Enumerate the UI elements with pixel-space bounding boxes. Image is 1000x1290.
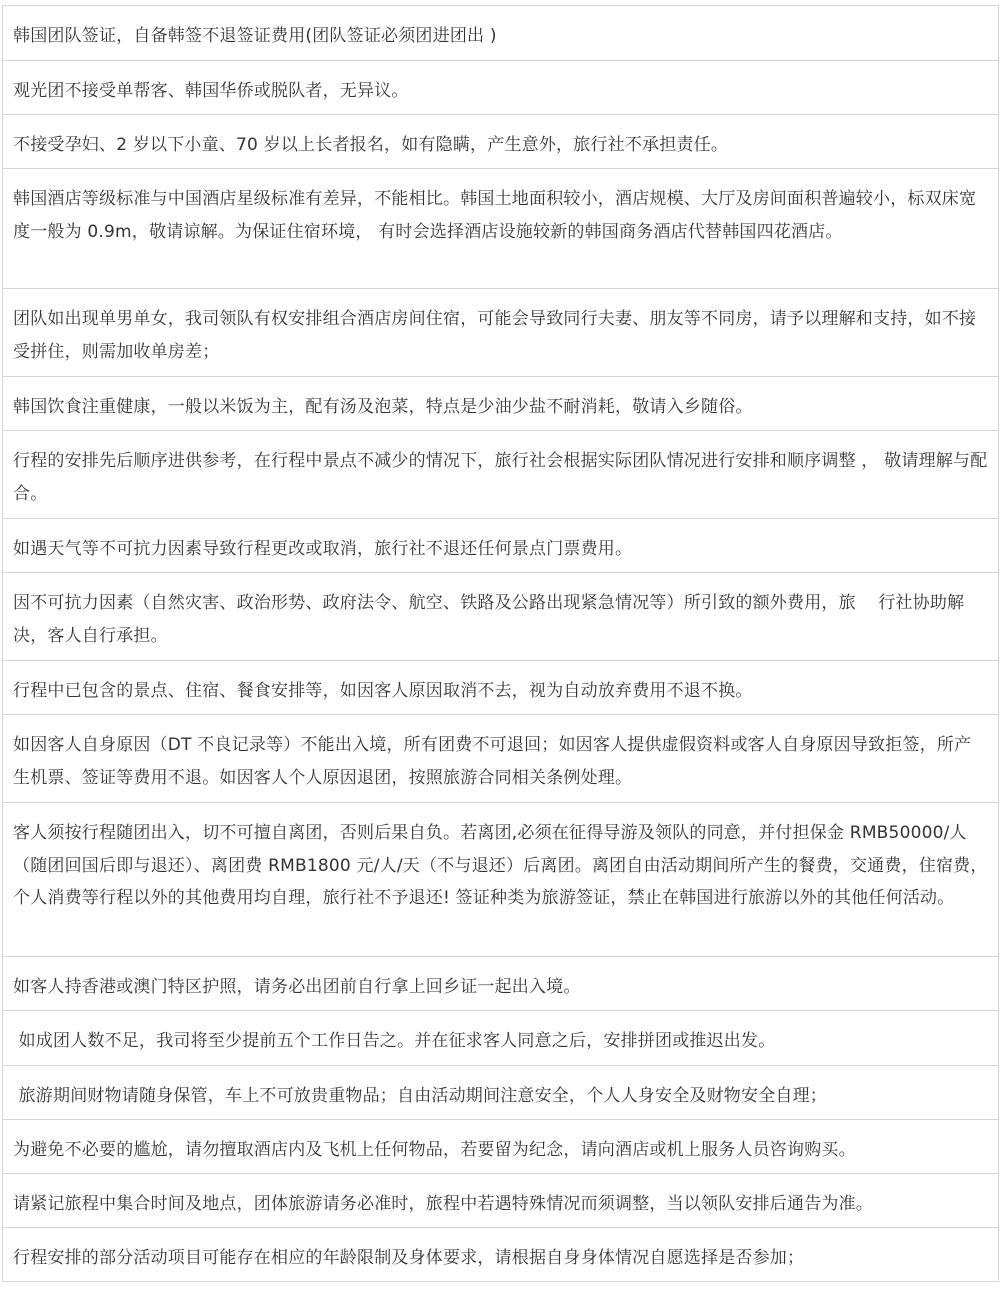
notice-row-8 xyxy=(2,519,999,573)
notice-text: 不接受孕妇、2 岁以下小童、70 岁以上长者报名，如有隐瞒，产生意外，旅行社不承担责任。 xyxy=(13,135,729,155)
notice-text: 为避免不必要的尴尬，请勿擅取酒店内及飞机上任何物品，若要留为纪念，请向酒店或机上服务人员咨询购买。 xyxy=(13,1140,856,1160)
notice-row-2 xyxy=(2,61,999,115)
notice-text: 行程的安排先后顺序进供参考，在行程中景点不减少的情况下，旅行社会根据实际团队情况进行安排和顺序调整 ， 敬请理解与配合。 xyxy=(13,451,988,504)
notice-table xyxy=(2,5,999,1282)
notice-text: 韩国团队签证，自备韩签不退签证费用(团队签证必须团进团出 ) xyxy=(13,26,497,46)
notice-text: 旅游期间财物请随身保管，车上不可放贵重物品；自由活动期间注意安全，个人人身安全及财物安全自理； xyxy=(13,1086,828,1106)
notice-text: 行程中已包含的景点、住宿、餐食安排等，如因客人原因取消不去，视为自动放弃费用不退不换。 xyxy=(13,681,753,701)
notice-row-14 xyxy=(2,1011,999,1066)
notice-text: 如因客人自身原因（DT 不良记录等）不能出入境，所有团费不可退回；如因客人提供虚假资料或客人自身原因导致拒签，所产生机票、签证等费用不退。如因客人个人原因退团，按照旅游合同相关条例处理。 xyxy=(13,735,972,788)
notice-row-1 xyxy=(2,6,999,61)
notice-row-18 xyxy=(2,1228,999,1282)
notice-row-6 xyxy=(2,377,999,431)
notice-text: 观光团不接受单帮客、韩国华侨或脱队者，无异议。 xyxy=(13,81,409,101)
notice-row-4 xyxy=(2,169,999,289)
notice-text: 因不可抗力因素（自然灾害、政治形势、政府法令、航空、铁路及公路出现紧急情况等）所引致的额外费用，旅 行社协助解决，客人自行承担。 xyxy=(13,593,965,646)
notice-row-15 xyxy=(2,1066,999,1120)
notice-text: 如成团人数不足，我司将至少提前五个工作日告之。并在征求客人同意之后，安排拼团或推迟出发。 xyxy=(13,1031,776,1051)
notice-text: 团队如出现单男单女，我司领队有权安排组合酒店房间住宿，可能会导致同行夫妻、朋友等不同房，请予以理解和支持，如不接受拼住，则需加收单房差； xyxy=(13,309,977,362)
notice-row-11 xyxy=(2,715,999,803)
notice-row-9 xyxy=(2,573,999,661)
notice-row-5 xyxy=(2,289,999,377)
notice-text: 韩国饮食注重健康，一般以米饭为主，配有汤及泡菜，特点是少油少盐不耐消耗，敬请入乡随俗。 xyxy=(13,397,753,417)
notice-text: 如遇天气等不可抗力因素导致行程更改或取消，旅行社不退还任何景点门票费用。 xyxy=(13,539,633,559)
notice-row-12 xyxy=(2,803,999,957)
notice-row-3 xyxy=(2,115,999,169)
notice-text: 请紧记旅程中集合时间及地点，团体旅游请务必准时，旅程中若遇特殊情况而须调整，当以领队安排后通告为准。 xyxy=(13,1194,873,1214)
notice-row-7 xyxy=(2,431,999,519)
notice-row-10 xyxy=(2,661,999,715)
notice-text: 韩国酒店等级标准与中国酒店星级标准有差异，不能相比。韩国土地面积较小，酒店规模、大厅及房间面积普遍较小，标双床宽度一般为 0.9m，敬请谅解。为保证住宿环境， 有时会选择酒店设施较新的韩国商务酒店代替韩国四花酒店。 xyxy=(13,189,977,242)
notice-row-16 xyxy=(2,1120,999,1174)
notice-row-13 xyxy=(2,957,999,1011)
notice-text: 行程安排的部分活动项目可能存在相应的年龄限制及身体要求，请根据自身身体情况自愿选择是否参加； xyxy=(13,1248,805,1268)
notice-text: 如客人持香港或澳门特区护照，请务必出团前自行拿上回乡证一起出入境。 xyxy=(13,977,581,997)
notice-text: 客人须按行程随团出入，切不可擅自离团，否则后果自负。若离团,必须在征得导游及领队的同意，并付担保金 RMB50000/人（随团回国后即与退还）、离团费 RMB1800 元/人/天（不与退还）后离团。离团自由活动期间所产生的餐费，交通费，住宿费，个人消费等行程以外的其他费用均自理，旅行社不予退还! 签证种类为旅游签证，禁止在韩国进行旅游以外的其他任何活动。 xyxy=(13,823,988,908)
notice-row-17 xyxy=(2,1174,999,1228)
